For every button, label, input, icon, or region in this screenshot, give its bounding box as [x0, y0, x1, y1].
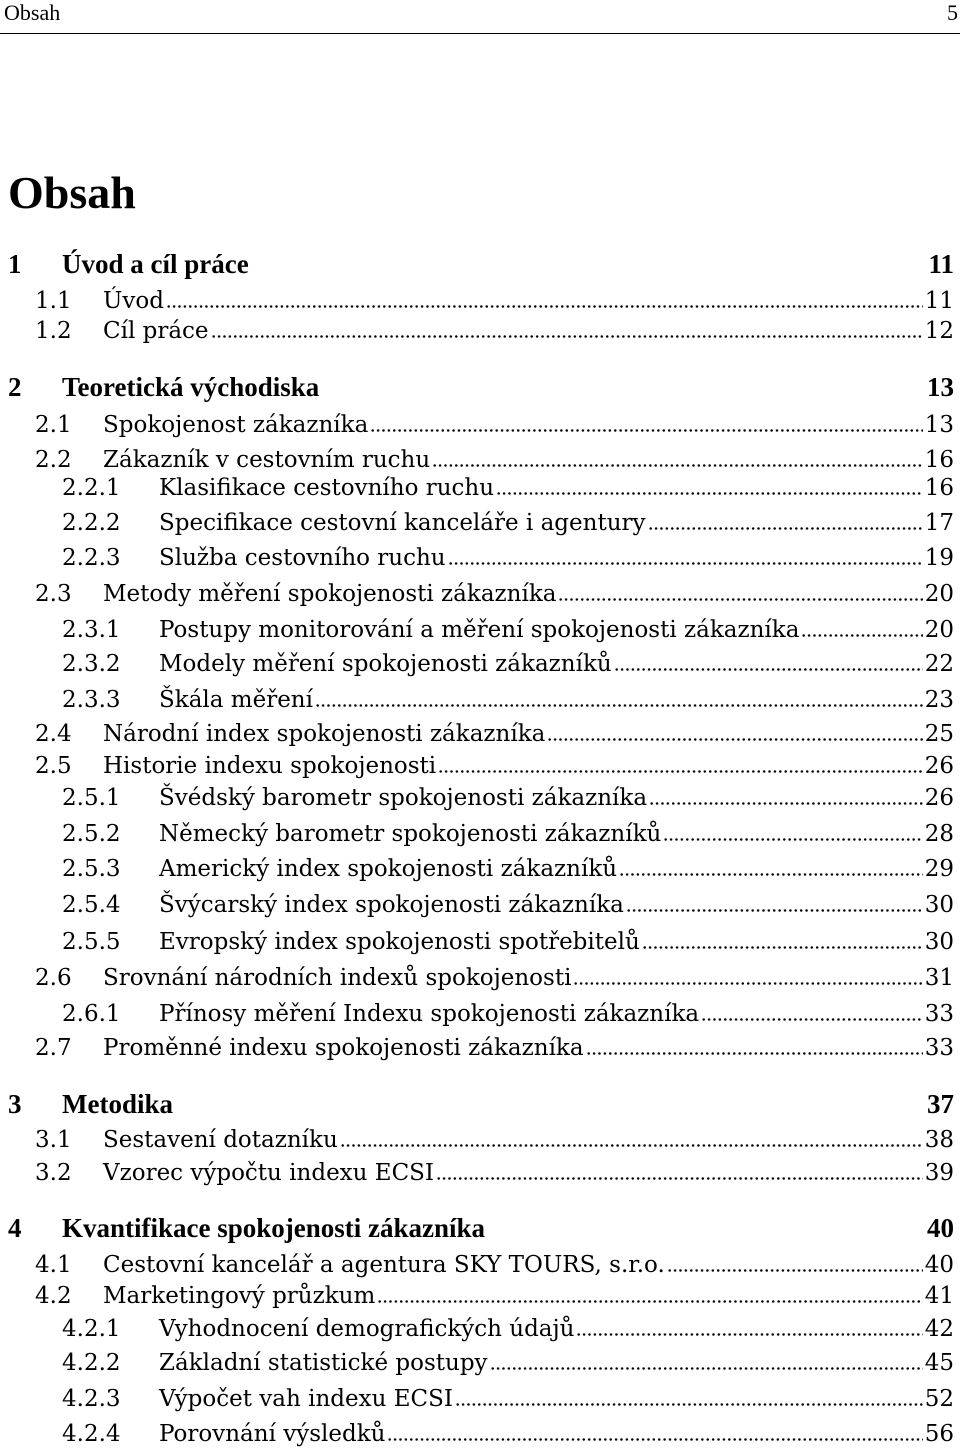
dot-leader — [614, 667, 923, 673]
toc-entry[interactable] — [0, 781, 960, 815]
dot-leader — [377, 1299, 922, 1305]
toc-entry-title: Metodika — [62, 1089, 173, 1119]
dot-leader — [558, 597, 922, 603]
toc-entry[interactable] — [0, 408, 960, 442]
toc-entry-title: Cestovní kancelář a agentura SKY TOURS, s.r.o. — [103, 1252, 665, 1278]
toc-entry-page-number: 28 — [924, 821, 954, 847]
toc-chapter-entry[interactable] — [0, 370, 960, 404]
dot-leader — [436, 1176, 923, 1182]
dot-leader — [455, 1402, 923, 1408]
toc-entry-number: 4.2 — [35, 1283, 72, 1309]
toc-chapter-entry[interactable] — [0, 247, 960, 281]
dot-leader — [315, 703, 923, 709]
toc-entry-number: 1.1 — [35, 288, 72, 314]
toc-entry-number: 1.2 — [35, 318, 72, 344]
toc-entry[interactable] — [0, 1248, 960, 1282]
toc-entry-number: 2.2.3 — [62, 545, 121, 571]
toc-entry[interactable] — [0, 1156, 960, 1190]
toc-entry[interactable] — [0, 1346, 960, 1380]
dot-leader — [586, 1051, 923, 1057]
toc-entry-page-number: 16 — [924, 475, 954, 501]
toc-entry-title: Výpočet vah indexu ECSI — [159, 1386, 453, 1412]
toc-entry[interactable] — [0, 683, 960, 717]
dot-leader — [496, 491, 923, 497]
toc-entry-number: 2.5.3 — [62, 856, 121, 882]
toc-entry-page-number: 40 — [924, 1252, 954, 1278]
toc-entry-number: 2.4 — [35, 721, 72, 747]
dot-leader — [387, 1437, 922, 1443]
dot-leader — [642, 945, 923, 951]
toc-entry-number: 2.3.2 — [62, 651, 121, 677]
toc-entry-title: Specifikace cestovní kanceláře i agentury — [159, 510, 646, 536]
toc-entry-number: 4 — [8, 1213, 22, 1243]
toc-entry[interactable] — [0, 1031, 960, 1065]
toc-entry-number: 4.2.3 — [62, 1386, 121, 1412]
toc-entry-title: Historie indexu spokojenosti — [103, 753, 437, 779]
dot-leader — [448, 561, 923, 567]
toc-entry-title: Postupy monitorování a měření spokojenosti zákazníka — [159, 617, 800, 643]
toc-entry-number: 2.5 — [35, 753, 72, 779]
toc-entry-number: 4.2.1 — [62, 1316, 121, 1342]
toc-entry-page-number: 29 — [924, 856, 954, 882]
toc-entry-title: Cíl práce — [103, 318, 209, 344]
toc-entry[interactable] — [0, 1417, 960, 1451]
toc-entry-title: Evropský index spokojenosti spotřebitelů — [159, 929, 640, 955]
toc-entry-title: Americký index spokojenosti zákazníků — [159, 856, 618, 882]
toc-entry-number: 2.2 — [35, 447, 72, 473]
toc-entry-page-number: 20 — [924, 617, 954, 643]
toc-entry-page-number: 12 — [924, 318, 954, 344]
toc-entry-title: Metody měření spokojenosti zákazníka — [103, 581, 557, 607]
toc-entry-page-number: 56 — [924, 1421, 954, 1447]
toc-entry-number: 4.1 — [35, 1252, 72, 1278]
toc-entry-page-number: 38 — [924, 1127, 954, 1153]
toc-entry[interactable] — [0, 1382, 960, 1416]
toc-entry[interactable] — [0, 817, 960, 851]
toc-entry-title: Modely měření spokojenosti zákazníků — [159, 651, 612, 677]
dot-leader — [251, 267, 927, 273]
toc-entry[interactable] — [0, 1312, 960, 1346]
dot-leader — [340, 1143, 923, 1149]
toc-entry-number: 2.5.4 — [62, 892, 121, 918]
toc-entry-title: Srovnání národních indexů spokojenosti — [103, 965, 572, 991]
toc-entry-number: 2.2.2 — [62, 510, 121, 536]
toc-entry-title: Teoretická východiska — [62, 372, 320, 402]
toc-entry-title: Úvod — [103, 288, 164, 314]
toc-entry[interactable] — [0, 314, 960, 348]
toc-entry-title: Porovnání výsledků — [159, 1421, 386, 1447]
toc-entry-page-number: 26 — [924, 785, 954, 811]
dot-leader — [649, 801, 923, 807]
dot-leader — [573, 981, 922, 987]
dot-leader — [626, 908, 923, 914]
toc-entry-page-number: 13 — [924, 412, 954, 438]
toc-entry[interactable] — [0, 1279, 960, 1313]
toc-entry-title: Německý barometr spokojenosti zákazníků — [159, 821, 662, 847]
toc-entry[interactable] — [0, 1123, 960, 1157]
toc-entry-number: 4.2.2 — [62, 1350, 121, 1376]
toc-entry-title: Klasifikace cestovního ruchu — [159, 475, 495, 501]
toc-entry[interactable] — [0, 541, 960, 575]
toc-entry-page-number: 33 — [924, 1035, 954, 1061]
toc-entry-number: 3.1 — [35, 1127, 72, 1153]
toc-entry-title: Základní statistické postupy — [159, 1350, 488, 1376]
toc-entry-page-number: 39 — [924, 1160, 954, 1186]
toc-entry[interactable] — [0, 647, 960, 681]
toc-entry-page-number: 45 — [924, 1350, 954, 1376]
toc-entry-title: Vyhodnocení demografických údajů — [159, 1316, 575, 1342]
toc-entry-number: 2.3.3 — [62, 687, 121, 713]
toc-entry[interactable] — [0, 888, 960, 922]
dot-leader — [166, 304, 923, 310]
dot-leader — [487, 1231, 925, 1237]
dot-leader — [667, 1268, 923, 1274]
toc-entry-page-number: 26 — [924, 753, 954, 779]
toc-entry-page-number: 23 — [924, 687, 954, 713]
dot-leader — [438, 769, 923, 775]
toc-entry[interactable] — [0, 284, 960, 318]
toc-entry-number: 2.1 — [35, 412, 72, 438]
dot-leader — [701, 1017, 923, 1023]
toc-entry-page-number: 42 — [924, 1316, 954, 1342]
toc-entry[interactable] — [0, 613, 960, 647]
toc-entry-number: 2.2.1 — [62, 475, 121, 501]
toc-entry-title: Proměnné indexu spokojenosti zákazníka — [103, 1035, 584, 1061]
toc-entry[interactable] — [0, 749, 960, 783]
toc-entry-title: Kvantifikace spokojenosti zákazníka — [62, 1213, 486, 1243]
toc-entry-page-number: 31 — [924, 965, 954, 991]
toc-entry-title: Národní index spokojenosti zákazníka — [103, 721, 546, 747]
toc-entry-title: Škála měření — [159, 687, 313, 713]
toc-entry-title: Sestavení dotazníku — [103, 1127, 338, 1153]
toc-entry-title: Úvod a cíl práce — [62, 249, 249, 279]
toc-entry-number: 2.7 — [35, 1035, 72, 1061]
toc-entry-number: 1 — [8, 249, 22, 279]
toc-entry-number: 2.6 — [35, 965, 72, 991]
dot-leader — [547, 737, 922, 743]
toc-entry-title: Spokojenost zákazníka — [103, 412, 369, 438]
toc-entry[interactable] — [0, 506, 960, 540]
toc-entry-number: 2.3 — [35, 581, 72, 607]
dot-leader — [432, 463, 923, 469]
toc-entry-title: Přínosy měření Indexu spokojenosti zákazníka — [159, 1001, 700, 1027]
toc-entry-title: Švýcarský index spokojenosti zákazníka — [159, 892, 624, 918]
toc-entry-number: 2.6.1 — [62, 1001, 121, 1027]
toc-entry-page-number: 41 — [924, 1283, 954, 1309]
toc-entry[interactable] — [0, 852, 960, 886]
page-title: Obsah — [8, 167, 136, 218]
dot-leader — [321, 390, 925, 396]
toc-entry-title: Zákazník v cestovním ruchu — [103, 447, 431, 473]
dot-leader — [619, 872, 923, 878]
toc-entry-page-number: 11 — [928, 249, 954, 279]
toc-entry-page-number: 30 — [924, 892, 954, 918]
dot-leader — [490, 1366, 923, 1372]
toc-entry[interactable] — [0, 471, 960, 505]
toc-entry-page-number: 17 — [924, 510, 954, 536]
toc-entry-title: Služba cestovního ruchu — [159, 545, 446, 571]
toc-entry-page-number: 11 — [924, 288, 954, 314]
toc-entry-page-number: 52 — [924, 1386, 954, 1412]
toc-entry-page-number: 25 — [924, 721, 954, 747]
dot-leader — [801, 633, 922, 639]
dot-leader — [175, 1107, 925, 1113]
toc-entry-page-number: 40 — [927, 1213, 954, 1243]
toc-chapter-entry[interactable] — [0, 1087, 960, 1121]
dot-leader — [370, 428, 922, 434]
toc-entry-number: 3.2 — [35, 1160, 72, 1186]
dot-leader — [211, 334, 923, 340]
dot-leader — [576, 1332, 922, 1338]
toc-entry-page-number: 30 — [924, 929, 954, 955]
running-head-page-number: 5 — [947, 0, 958, 25]
toc-entry-page-number: 20 — [924, 581, 954, 607]
toc-entry-number: 2.5.5 — [62, 929, 121, 955]
toc-entry-number: 4.2.4 — [62, 1421, 121, 1447]
toc-entry-number: 2.5.2 — [62, 821, 121, 847]
toc-entry[interactable] — [0, 997, 960, 1031]
toc-entry-title: Marketingový průzkum — [103, 1283, 376, 1309]
toc-entry-page-number: 19 — [924, 545, 954, 571]
toc-entry-number: 2 — [8, 372, 22, 402]
toc-entry-number: 2.3.1 — [62, 617, 121, 643]
toc-chapter-entry[interactable] — [0, 1211, 960, 1245]
toc-entry-page-number: 22 — [924, 651, 954, 677]
toc-entry[interactable] — [0, 961, 960, 995]
toc-entry[interactable] — [0, 925, 960, 959]
toc-entry-page-number: 37 — [927, 1089, 954, 1119]
toc-entry-number: 3 — [8, 1089, 22, 1119]
running-head-title: Obsah — [4, 0, 61, 25]
dot-leader — [663, 837, 922, 843]
toc-entry[interactable] — [0, 577, 960, 611]
toc-entry-page-number: 33 — [924, 1001, 954, 1027]
toc-entry[interactable] — [0, 717, 960, 751]
toc-entry-title: Švédský barometr spokojenosti zákazníka — [159, 785, 648, 811]
toc-entry-page-number: 16 — [924, 447, 954, 473]
toc-entry-title: Vzorec výpočtu indexu ECSI — [103, 1160, 435, 1186]
toc-entry-page-number: 13 — [927, 372, 954, 402]
dot-leader — [648, 526, 923, 532]
toc-entry-number: 2.5.1 — [62, 785, 121, 811]
